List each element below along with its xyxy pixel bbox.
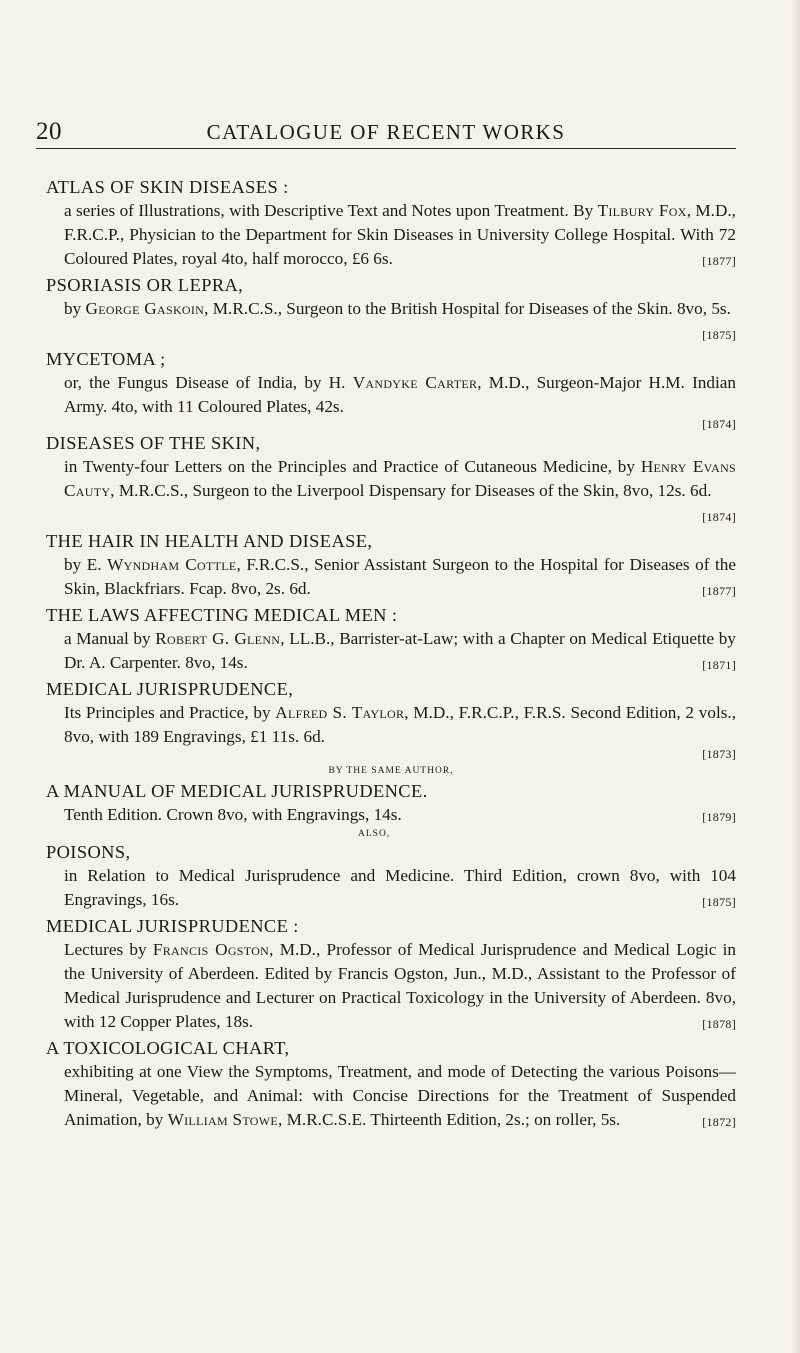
entry-title: MYCETOMA ; [46, 349, 166, 369]
entry-author: Wyndham Cottle [107, 555, 237, 574]
entry-year: [1875] [702, 895, 736, 909]
entry-note: ALSO, [358, 829, 391, 839]
catalogue-entry [46, 826, 736, 914]
entry-title: DISEASES OF THE SKIN, [46, 433, 261, 453]
entry-title: A MANUAL OF MEDICAL JURISPRUDENCE. [46, 781, 428, 801]
entry-description: Its Principles and Practice, by Alfred S. Taylor, M.D., F.R.C.P., F.R.S. Second Edition, 2 vols., 8vo, with 189 Engravings, £1 11s. 6d. [1873] [64, 703, 737, 761]
entry-note: BY THE SAME AUTHOR, [328, 766, 454, 776]
entry-author: George Gaskoin [85, 299, 205, 318]
page-number: 20 [36, 118, 62, 145]
entry-title: PSORIASIS OR LEPRA, [46, 275, 244, 295]
page-edge [790, 0, 800, 1353]
entry-year: [1875] [702, 328, 736, 342]
entry-description: by George Gaskoin, M.R.C.S., Surgeon to the British Hospital for Diseases of the Skin. 8vo, 5s. [1875] [46, 297, 736, 347]
catalogue-entry [46, 677, 736, 761]
entry-description: a Manual by Robert G. Glenn, LL.B., Barrister-at-Law; with a Chapter on Medical Etiquette by Dr. A. Carpenter. 8vo, 14s. [1871] [46, 627, 736, 677]
catalogue-entry [46, 431, 736, 529]
entry-author: Vandyke Carter [352, 373, 478, 392]
entry-description: in Relation to Medical Jurisprudence and Medicine. Third Edition, crown 8vo, with 104 Engravings, 16s. [1875] [46, 864, 736, 914]
catalogue-entry [46, 914, 736, 1036]
catalogue-entry [46, 273, 736, 347]
catalogue-entry [46, 1036, 736, 1134]
catalogue-entry [46, 603, 736, 677]
entry-year: [1878] [702, 1017, 736, 1031]
entry-title: ATLAS OF SKIN DISEASES : [46, 177, 289, 197]
entry-description: in Twenty-four Letters on the Principles and Practice of Cutaneous Medicine, by Henry Evans Cauty, M.R.C.S., Surgeon to the Liverpool Dispensary for Diseases of the Skin, 8vo, 12s. 6d. [1874] [46, 455, 736, 529]
entry-title: MEDICAL JURISPRUDENCE : [46, 916, 299, 936]
entry-year: [1877] [702, 254, 736, 268]
entry-title: THE HAIR IN HEALTH AND DISEASE, [46, 531, 373, 551]
catalogue-entries [46, 175, 736, 1134]
entry-description: exhibiting at one View the Symptoms, Treatment, and mode of Detecting the various Poisons—Mineral, Vegetable, and Animal: with Concise Directions for the Treatment of Suspended Animation, by William Stowe, M.R.C.S.E. Thirteenth Edition, 2s.; on roller, 5s. [1872] [46, 1060, 736, 1134]
entry-year: [1872] [702, 1115, 736, 1129]
entry-description: a series of Illustrations, with Descriptive Text and Notes upon Treatment. By Tilbury Fox, M.D., F.R.C.P., Physician to the Department for Skin Diseases in University College Hospital. With 72 Coloured Plates, royal 4to, half morocco, £6 6s. [1877] [46, 199, 736, 273]
entry-author: Alfred S. Taylor [275, 703, 405, 722]
catalogue-entry [46, 175, 736, 273]
entry-title: POISONS, [46, 842, 131, 862]
entry-title: MEDICAL JURISPRUDENCE, [46, 679, 294, 699]
entry-year: [1871] [702, 658, 736, 672]
entry-author: Robert G. Glenn [155, 629, 281, 648]
entry-description: Tenth Edition. Crown 8vo, with Engravings, 14s. [1879] [46, 803, 736, 829]
entry-year: [1879] [702, 810, 736, 824]
entry-description: or, the Fungus Disease of India, by H. Vandyke Carter, M.D., Surgeon-Major H.M. Indian Army. 4to, with 11 Coloured Plates, 42s. [1874] [64, 373, 736, 431]
entry-year: [1874] [702, 417, 736, 431]
header-rule [36, 148, 736, 149]
entry-author: Francis Ogston [152, 940, 270, 959]
entry-description: by E. Wyndham Cottle, F.R.C.S., Senior Assistant Surgeon to the Hospital for Diseases of the Skin, Blackfriars. Fcap. 8vo, 2s. 6d. [1877] [46, 553, 736, 603]
page-header [36, 118, 736, 148]
entry-title: THE LAWS AFFECTING MEDICAL MEN : [46, 605, 398, 625]
catalogue-entry [46, 347, 736, 431]
entry-year: [1874] [702, 510, 736, 524]
entry-title: A TOXICOLOGICAL CHART, [46, 1038, 290, 1058]
running-head: CATALOGUE OF RECENT WORKS [206, 120, 566, 144]
entry-year: [1873] [702, 747, 736, 761]
entry-description: Lectures by Francis Ogston, M.D., Professor of Medical Jurisprudence and Medical Logic in the University of Aberdeen. Edited by Francis Ogston, Jun., M.D., Assistant to the Professor of Medical Jurisprudence and Lecturer on Practical Toxicology in the University of Aberdeen. 8vo, with 12 Copper Plates, 18s. [1878] [46, 938, 736, 1036]
catalogue-entry [46, 763, 736, 829]
entry-author: Henry Evans Cauty [64, 457, 737, 500]
catalogue-entry [46, 529, 736, 603]
entry-author: Tilbury Fox [597, 201, 687, 220]
entry-year: [1877] [702, 584, 736, 598]
entry-author: William Stowe [167, 1110, 279, 1129]
